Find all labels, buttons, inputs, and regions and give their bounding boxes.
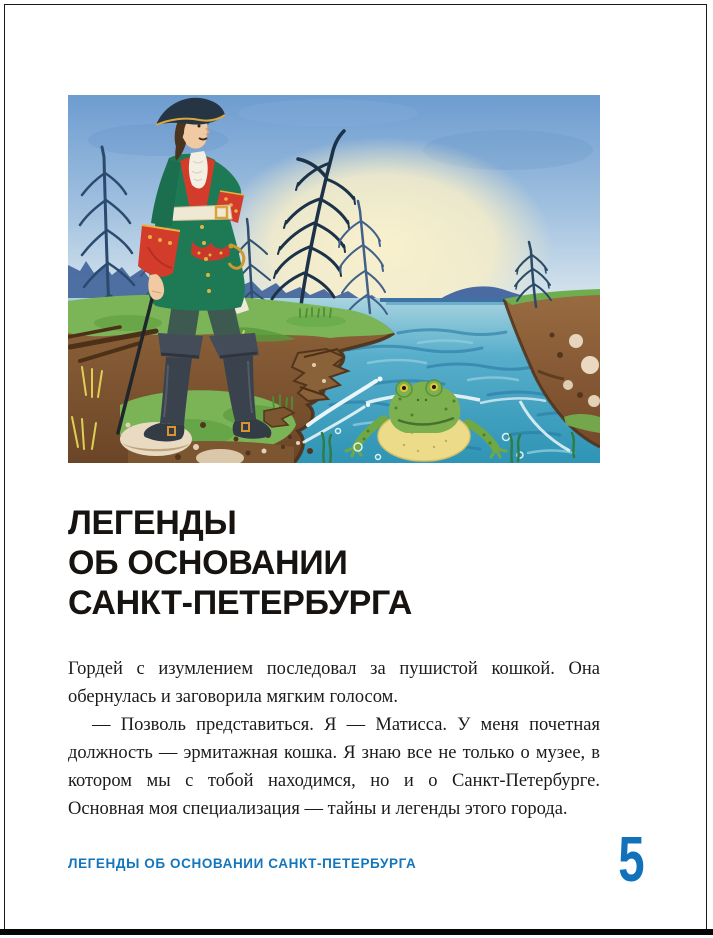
body-text (68, 655, 600, 823)
chapter-title-line: ОБ ОСНОВАНИИ (68, 544, 348, 582)
paragraph: Гордей с изумлением последовал за пушистой кошкой. Она обернулась и заговорила мягким голосом. (68, 659, 600, 707)
illustration-svg (68, 95, 600, 463)
watercolor-illustration (68, 95, 600, 463)
chapter-title-line: САНКТ-ПЕТЕРБУРГА (68, 584, 413, 622)
page-number: 5 (618, 823, 645, 895)
chapter-title-line: ЛЕГЕНДЫ (68, 504, 237, 542)
jabot (189, 151, 208, 188)
page-bottom-edge (0, 929, 713, 935)
footer-running-title: ЛЕГЕНДЫ ОБ ОСНОВАНИИ САНКТ-ПЕТЕРБУРГА (68, 856, 417, 871)
chapter-title (68, 503, 602, 623)
paragraph-dialogue: — Позволь представиться. Я — Матисса. У меня почетная должность — эрмитажная кошка. Я знаю все не только о музее, в котором мы с тобой находимся, но и о Санкт-Петербурге. Основная моя специализация — тайны и легенды этого города. (68, 715, 600, 819)
